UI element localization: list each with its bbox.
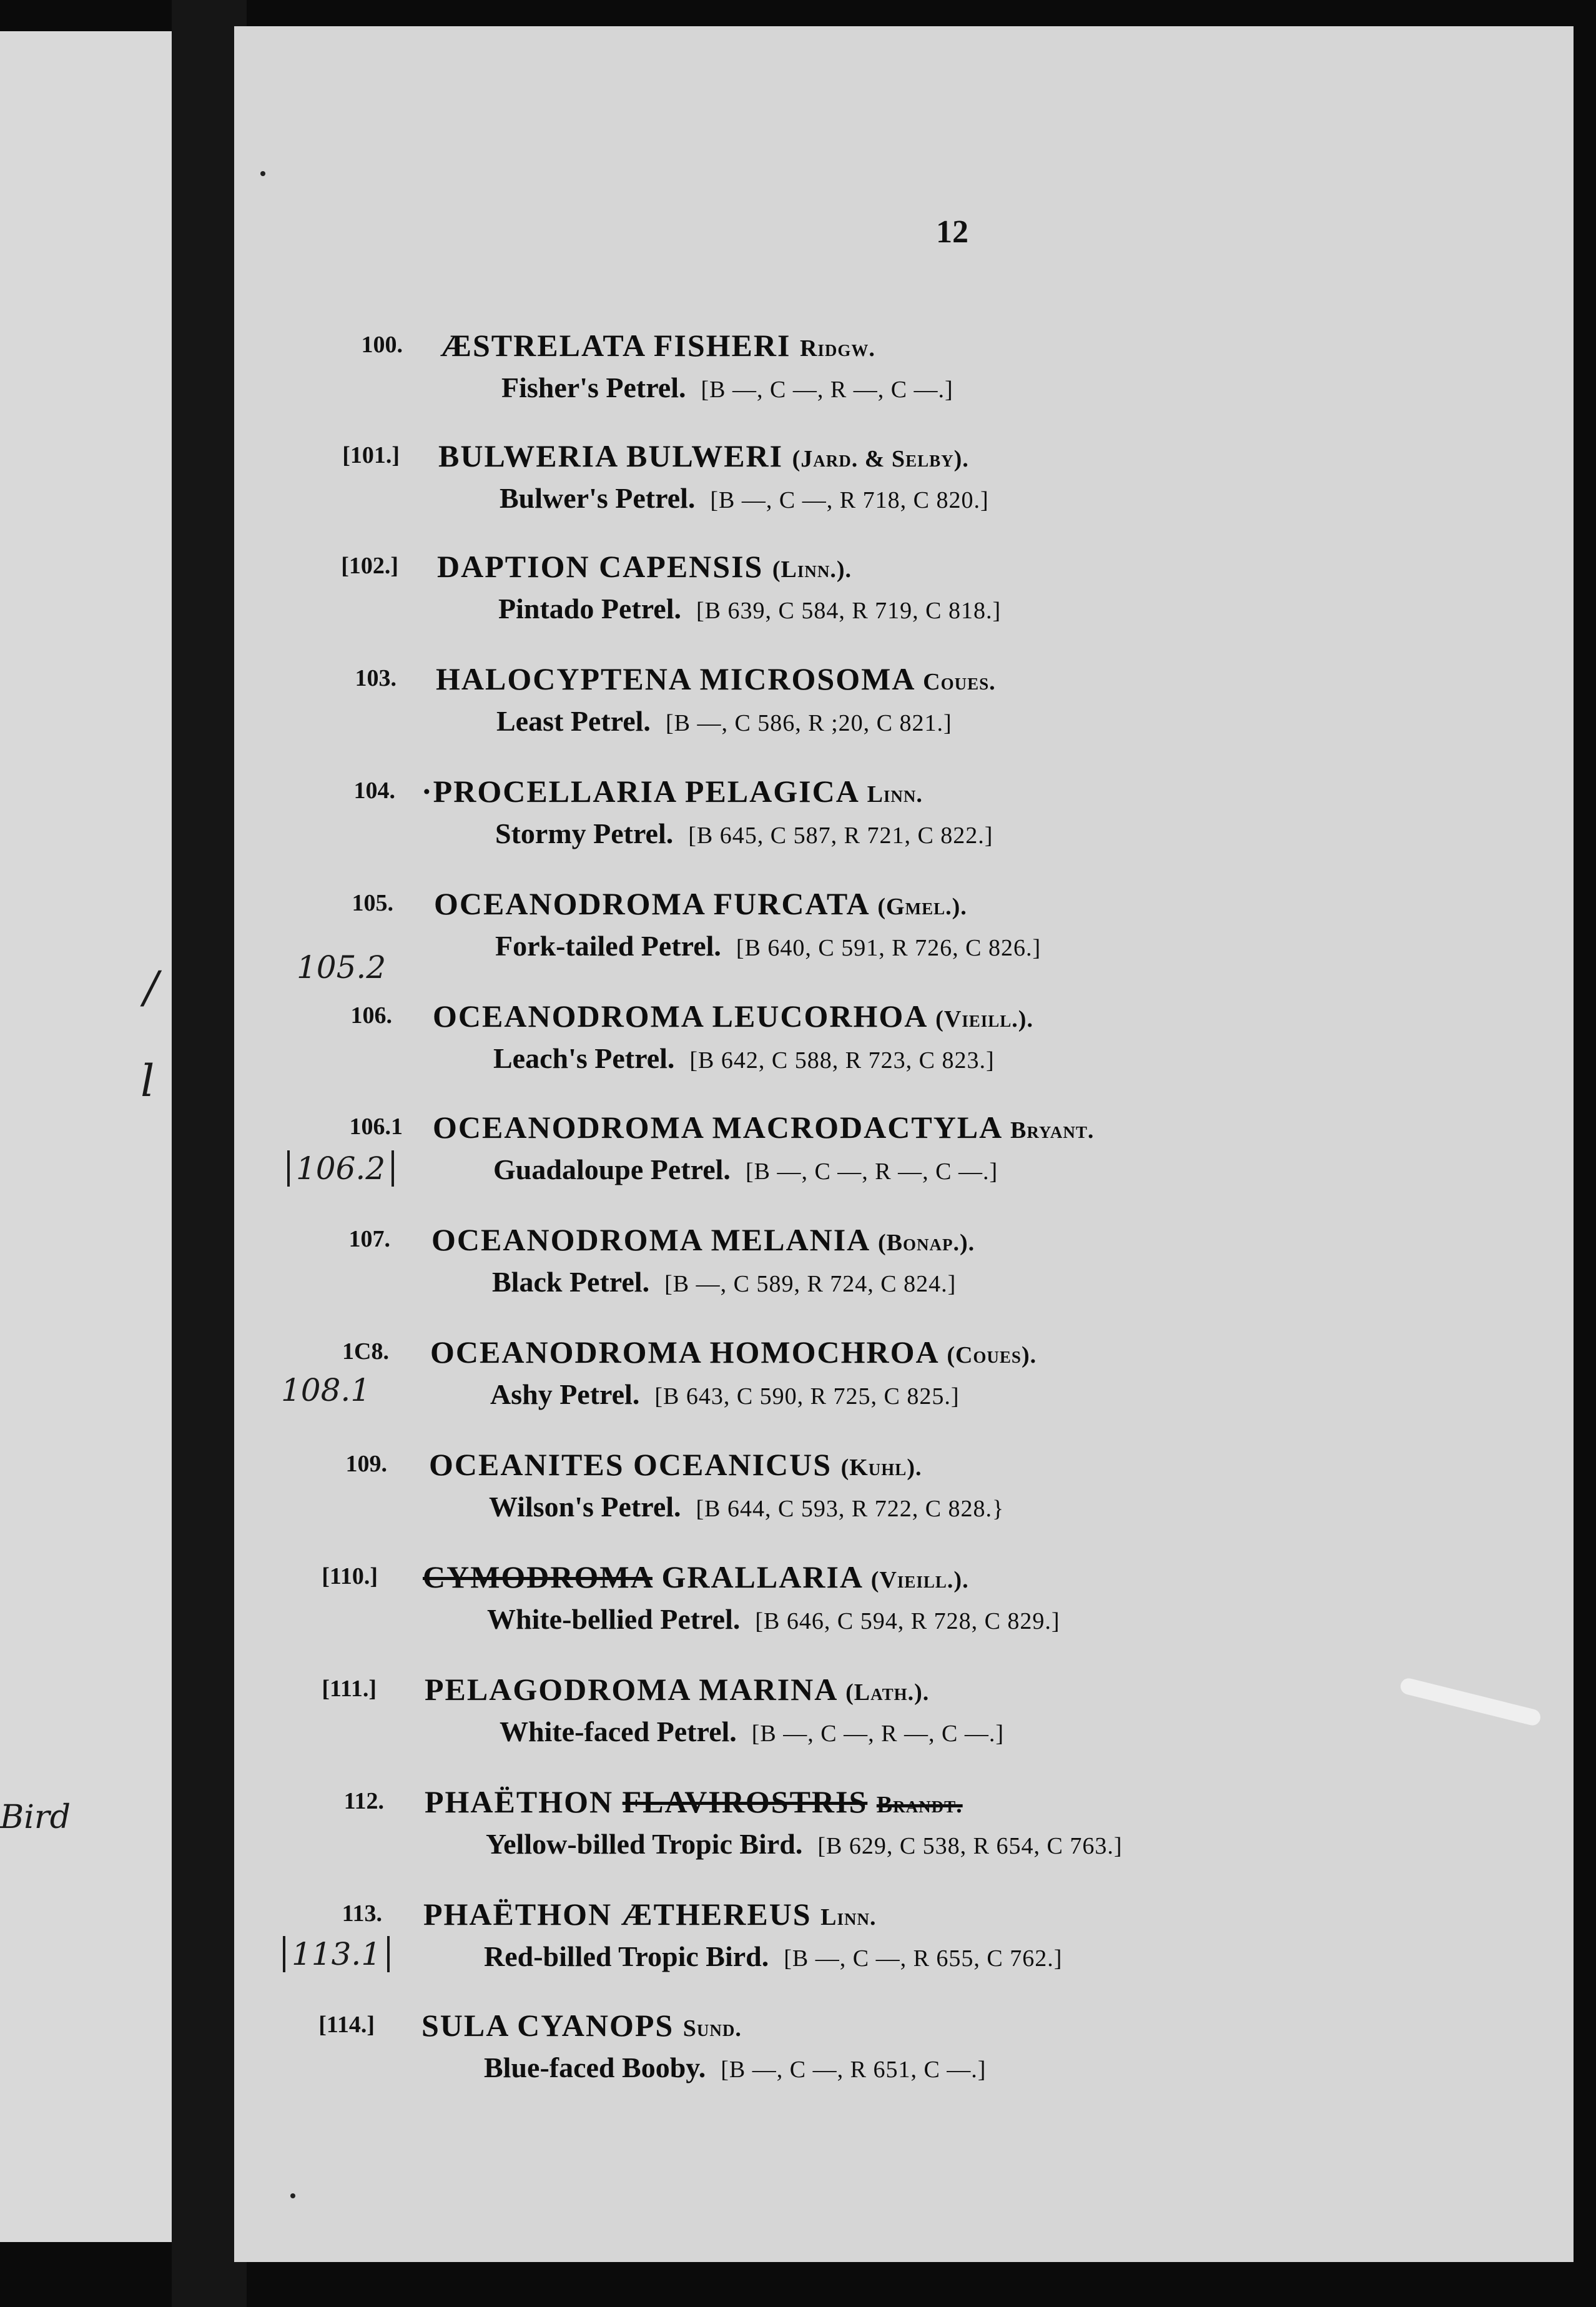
references: [B 642, C 588, R 723, C 823.] (689, 1047, 995, 1074)
species: MACRODACTYLA (712, 1110, 1002, 1145)
scientific-name (438, 438, 969, 474)
species: CAPENSIS (599, 549, 764, 584)
genus: PHAËTHON (425, 1784, 614, 1819)
species: PELAGICA (684, 774, 859, 809)
common-name-line (490, 1378, 960, 1411)
common-name-line (495, 929, 1041, 962)
authority: Linn. (867, 781, 923, 808)
genus: OCEANODROMA (433, 1110, 704, 1145)
common-name: Yellow-billed Tropic Bird. (486, 1828, 803, 1860)
common-name: White-faced Petrel. (500, 1716, 737, 1747)
entry-number: [101.] (342, 442, 400, 468)
list-item (234, 2008, 1574, 2123)
entry-number: 100. (361, 332, 403, 358)
common-name-line (500, 1715, 1004, 1748)
entry-number: [111.] (322, 1676, 377, 1702)
page-number: 12 (936, 214, 968, 250)
references: [B —, C 589, R 724, C 824.] (664, 1271, 957, 1297)
genus: OCEANODROMA (431, 1222, 702, 1257)
speck (260, 171, 265, 176)
authority: (Gmel.). (877, 894, 967, 920)
scientific-name (433, 1109, 1094, 1145)
common-name-line (496, 704, 952, 738)
common-name-line (484, 2051, 986, 2084)
list-item (234, 774, 1574, 889)
genus: ·PROCELLARIA (421, 774, 676, 809)
scientific-name (434, 886, 967, 922)
authority: (Lath.). (845, 1679, 930, 1706)
list-item (234, 1447, 1574, 1563)
genus: OCEANODROMA (430, 1335, 701, 1370)
genus-struck: CYMODROMA (423, 1559, 653, 1594)
entry-number: [114.] (318, 2012, 375, 2038)
entry-number: 109. (345, 1451, 387, 1477)
common-name: Leach's Petrel. (493, 1042, 675, 1074)
references: [B 644, C 593, R 722, C 828.} (696, 1496, 1005, 1522)
authority: Coues. (923, 669, 996, 695)
common-name-line (500, 482, 989, 515)
common-name-line (492, 1265, 956, 1298)
entry-number: 113. (342, 1900, 382, 1927)
list-item (234, 438, 1574, 554)
authority: Linn. (820, 1904, 877, 1930)
common-name: Wilson's Petrel. (489, 1491, 681, 1523)
species: BULWERI (626, 438, 784, 473)
species: LEUCORHOA (712, 999, 927, 1034)
list-item (234, 999, 1574, 1114)
common-name: Guadaloupe Petrel. (493, 1154, 731, 1185)
authority: (Kuhl). (840, 1455, 922, 1481)
authority-struck: Brandt. (876, 1792, 963, 1818)
scientific-name (437, 548, 852, 585)
common-name-line (487, 1603, 1060, 1636)
common-name-line (493, 1153, 998, 1186)
document-page (234, 26, 1574, 2262)
species-struck: FLAVIROSTRIS (622, 1784, 868, 1819)
common-name-line (493, 1042, 995, 1075)
entry-number: 106.1 (349, 1114, 403, 1140)
scientific-name (421, 773, 923, 809)
common-name-line (501, 371, 953, 404)
references: [B —, C —, R 655, C 762.] (784, 1945, 1063, 1972)
entry-number: 107. (348, 1226, 390, 1252)
scientific-name (440, 327, 875, 363)
entry-number: 112. (343, 1788, 384, 1814)
common-name: Fork-tailed Petrel. (495, 930, 721, 962)
references: [B 646, C 594, R 728, C 829.] (755, 1608, 1060, 1634)
references: [B —, C —, R 651, C —.] (721, 2057, 987, 2083)
scientific-name (436, 661, 996, 697)
common-name: Stormy Petrel. (495, 818, 674, 849)
references: [B 643, C 590, R 725, C 825.] (654, 1383, 960, 1410)
margin-mark-1: / (144, 962, 159, 1013)
species: GRALLARIA (661, 1559, 862, 1594)
references: [B 640, C 591, R 726, C 826.] (736, 935, 1042, 961)
genus: ÆSTRELATA (440, 328, 645, 363)
list-item (234, 1335, 1574, 1450)
scientific-name (429, 1446, 922, 1483)
common-name: Fisher's Petrel. (501, 372, 686, 403)
common-name: Pintado Petrel. (498, 593, 681, 625)
references: [B —, C 586, R ;20, C 821.] (665, 710, 952, 736)
list-item (234, 661, 1574, 777)
species: FISHERI (653, 328, 791, 363)
scientific-name (431, 1222, 975, 1258)
common-name-line (489, 1490, 1004, 1523)
scientific-name (433, 998, 1033, 1034)
common-name-line (486, 1827, 1123, 1860)
references: [B —, C —, R 718, C 820.] (710, 487, 989, 513)
entry-number: [102.] (341, 553, 398, 579)
entry-number: [110.] (322, 1563, 378, 1589)
genus: OCEANITES (429, 1447, 624, 1482)
genus: PHAËTHON (423, 1897, 613, 1932)
authority: (Coues). (947, 1342, 1037, 1368)
authority: Bryant. (1010, 1117, 1095, 1144)
references: [B —, C —, R —, C —.] (751, 1721, 1004, 1747)
scientific-name (430, 1334, 1037, 1370)
common-name-line (495, 817, 993, 850)
genus: OCEANODROMA (434, 886, 705, 921)
margin-mark-3: Bird (0, 1799, 71, 1836)
references: [B 645, C 587, R 721, C 822.] (688, 823, 993, 849)
common-name: White-bellied Petrel. (487, 1603, 741, 1635)
common-name: Blue-faced Booby. (484, 2052, 706, 2083)
references: [B —, C —, R —, C —.] (745, 1158, 998, 1185)
list-item (234, 549, 1574, 664)
entry-number: 1C8. (342, 1338, 389, 1365)
list-item (234, 1672, 1574, 1787)
genus: HALOCYPTENA (436, 661, 691, 696)
species: FURCATA (713, 886, 869, 921)
list-item (234, 1110, 1574, 1225)
common-name-line (484, 1940, 1062, 1973)
genus: PELAGODROMA (425, 1672, 690, 1707)
species: HOMOCHROA (709, 1335, 938, 1370)
genus: SULA (421, 2008, 508, 2043)
genus: DAPTION (437, 549, 590, 584)
margin-mark-2: l (140, 1055, 155, 1107)
entry-number: 104. (353, 778, 395, 804)
species: ÆTHEREUS (621, 1897, 812, 1932)
species: MICROSOMA (699, 661, 914, 696)
common-name: Least Petrel. (496, 705, 651, 737)
common-name: Bulwer's Petrel. (500, 482, 696, 514)
authority: (Jard. & Selby). (792, 446, 969, 472)
list-item (234, 1559, 1574, 1675)
scientific-name (423, 1559, 969, 1595)
common-name: Ashy Petrel. (490, 1378, 640, 1410)
references: [B 629, C 538, R 654, C 763.] (817, 1833, 1123, 1859)
entry-number: 105. (352, 890, 393, 916)
handwritten-note: 108.1 (281, 1372, 371, 1408)
scientific-name (421, 2007, 742, 2043)
handwritten-note-boxed: 113.1 (283, 1936, 390, 1972)
authority: (Linn.). (772, 556, 852, 583)
facing-page-edge (0, 31, 172, 2242)
common-name-line (498, 592, 1001, 625)
references: [B —, C —, R —, C —.] (701, 377, 953, 403)
species: MARINA (699, 1672, 837, 1707)
list-item (234, 328, 1574, 443)
list-item (234, 886, 1574, 1002)
handwritten-note-boxed: 106.2 (287, 1150, 394, 1187)
species: CYANOPS (517, 2008, 674, 2043)
species: OCEANICUS (633, 1447, 832, 1482)
common-name: Red-billed Tropic Bird. (484, 1940, 769, 1972)
list-item (234, 1897, 1574, 2012)
references: [B 639, C 584, R 719, C 818.] (696, 598, 1002, 624)
entry-number: 106. (350, 1002, 392, 1029)
list-item (234, 1784, 1574, 1900)
genus: OCEANODROMA (433, 999, 704, 1034)
authority: (Bonap.). (878, 1230, 975, 1256)
common-name: Black Petrel. (492, 1266, 650, 1298)
scientific-name (425, 1671, 929, 1707)
scientific-name (425, 1784, 963, 1820)
species: MELANIA (711, 1222, 869, 1257)
scientific-name (423, 1896, 876, 1932)
authority: Ridgw. (799, 335, 875, 362)
entry-number: 103. (355, 665, 397, 691)
genus: BULWERIA (438, 438, 618, 473)
list-item (234, 1222, 1574, 1338)
authority: (Vieill.). (935, 1006, 1033, 1032)
speck (290, 2193, 295, 2198)
handwritten-note: 105.2 (297, 949, 387, 986)
authority: (Vieill.). (870, 1567, 969, 1593)
authority: Sund. (682, 2015, 742, 2042)
